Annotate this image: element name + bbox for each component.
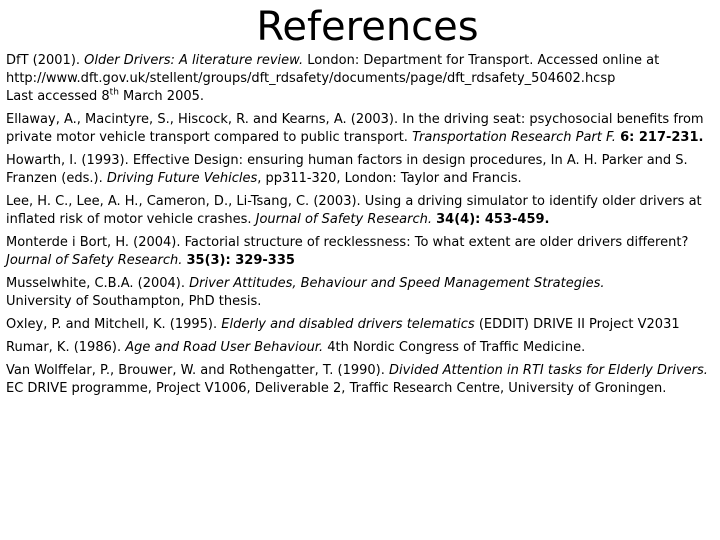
ref-title: Divided Attention in RTI tasks for Elderly Drivers. <box>389 363 708 378</box>
ref-volume: 34(4) <box>436 212 476 227</box>
ref-volume: 6 <box>620 130 630 145</box>
ref-rest: University of Southampton, PhD thesis. <box>6 294 262 309</box>
ref-rest: (EDDIT) DRIVE II Project V2031 <box>478 317 680 332</box>
ref-title: Age and Road User Behaviour. <box>125 340 324 355</box>
ref-rest: 4th Nordic Congress of Traffic Medicine. <box>327 340 586 355</box>
ref-publisher: London: Department for Transport. Accessed online at <box>307 53 660 68</box>
ref-authors: Rumar, K. (1986). <box>6 340 122 355</box>
ref-rest: , pp311-320, London: Taylor and Francis. <box>257 171 522 186</box>
ref-title: Driving Future Vehicles <box>106 171 258 186</box>
ref-authors: Ellaway, A., Macintyre, S., Hiscock, R. and Kearns, A. (2003). In the driving seat: psychosocial benefits from private motor vehicle transport compared to public transport. <box>6 112 704 145</box>
ref-title: Elderly and disabled drivers telematics <box>221 317 475 332</box>
ref-authors: Howarth, I. (1993). Effective Design: ensuring human factors in design procedures, In A. H. Parker and S. Franzen (eds.). <box>6 153 688 186</box>
reference-item <box>6 152 718 188</box>
ref-volume: 35(3) <box>186 253 226 268</box>
reference-item <box>6 234 718 270</box>
reference-item <box>6 339 718 357</box>
ref-title: Driver Attitudes, Behaviour and Speed Management Strategies. <box>189 276 605 291</box>
reference-item <box>6 193 718 229</box>
ref-authors: Oxley, P. and Mitchell, K. (1995). <box>6 317 218 332</box>
reference-item <box>6 111 718 147</box>
ref-authors: Monterde i Bort, H. (2004). Factorial structure of recklessness: To what extent are older drivers different? <box>6 235 689 250</box>
ref-pages: : 217-231. <box>629 130 704 145</box>
ref-url: http://www.dft.gov.uk/stellent/groups/dft_rdsafety/documents/page/dft_rdsafety_504602.hcsp <box>6 71 616 86</box>
reference-item <box>6 52 718 106</box>
ref-authors: Lee, H. C., Lee, A. H., Cameron, D., Li-Tsang, C. (2003). Using a driving simulator to identify older drivers at inflated risk of motor vehicle crashes. <box>6 194 702 227</box>
page-title: References <box>256 4 479 50</box>
ref-title: Older Drivers: A literature review. <box>84 53 304 68</box>
reference-item <box>6 275 718 311</box>
ref-authors: DfT (2001). <box>6 53 81 68</box>
ref-journal: Journal of Safety Research. <box>255 212 432 227</box>
ref-accessed-prefix: Last accessed 8 <box>6 89 110 104</box>
ref-rest: EC DRIVE programme, Project V1006, Deliverable 2, Traffic Research Centre, University of Groningen. <box>6 381 667 396</box>
ref-journal: Transportation Research Part F. <box>412 130 616 145</box>
reference-list <box>6 52 718 403</box>
ref-pages: : 453-459. <box>475 212 550 227</box>
reference-item <box>6 316 718 334</box>
reference-item <box>6 362 718 398</box>
ref-accessed-sup: th <box>109 87 119 98</box>
ref-accessed-suffix: March 2005. <box>123 89 205 104</box>
ref-authors: Musselwhite, C.B.A. (2004). <box>6 276 186 291</box>
ref-authors: Van Wolffelar, P., Brouwer, W. and Rothengatter, T. (1990). <box>6 363 385 378</box>
ref-journal: Journal of Safety Research. <box>6 253 183 268</box>
ref-pages: : 329-335 <box>225 253 295 268</box>
